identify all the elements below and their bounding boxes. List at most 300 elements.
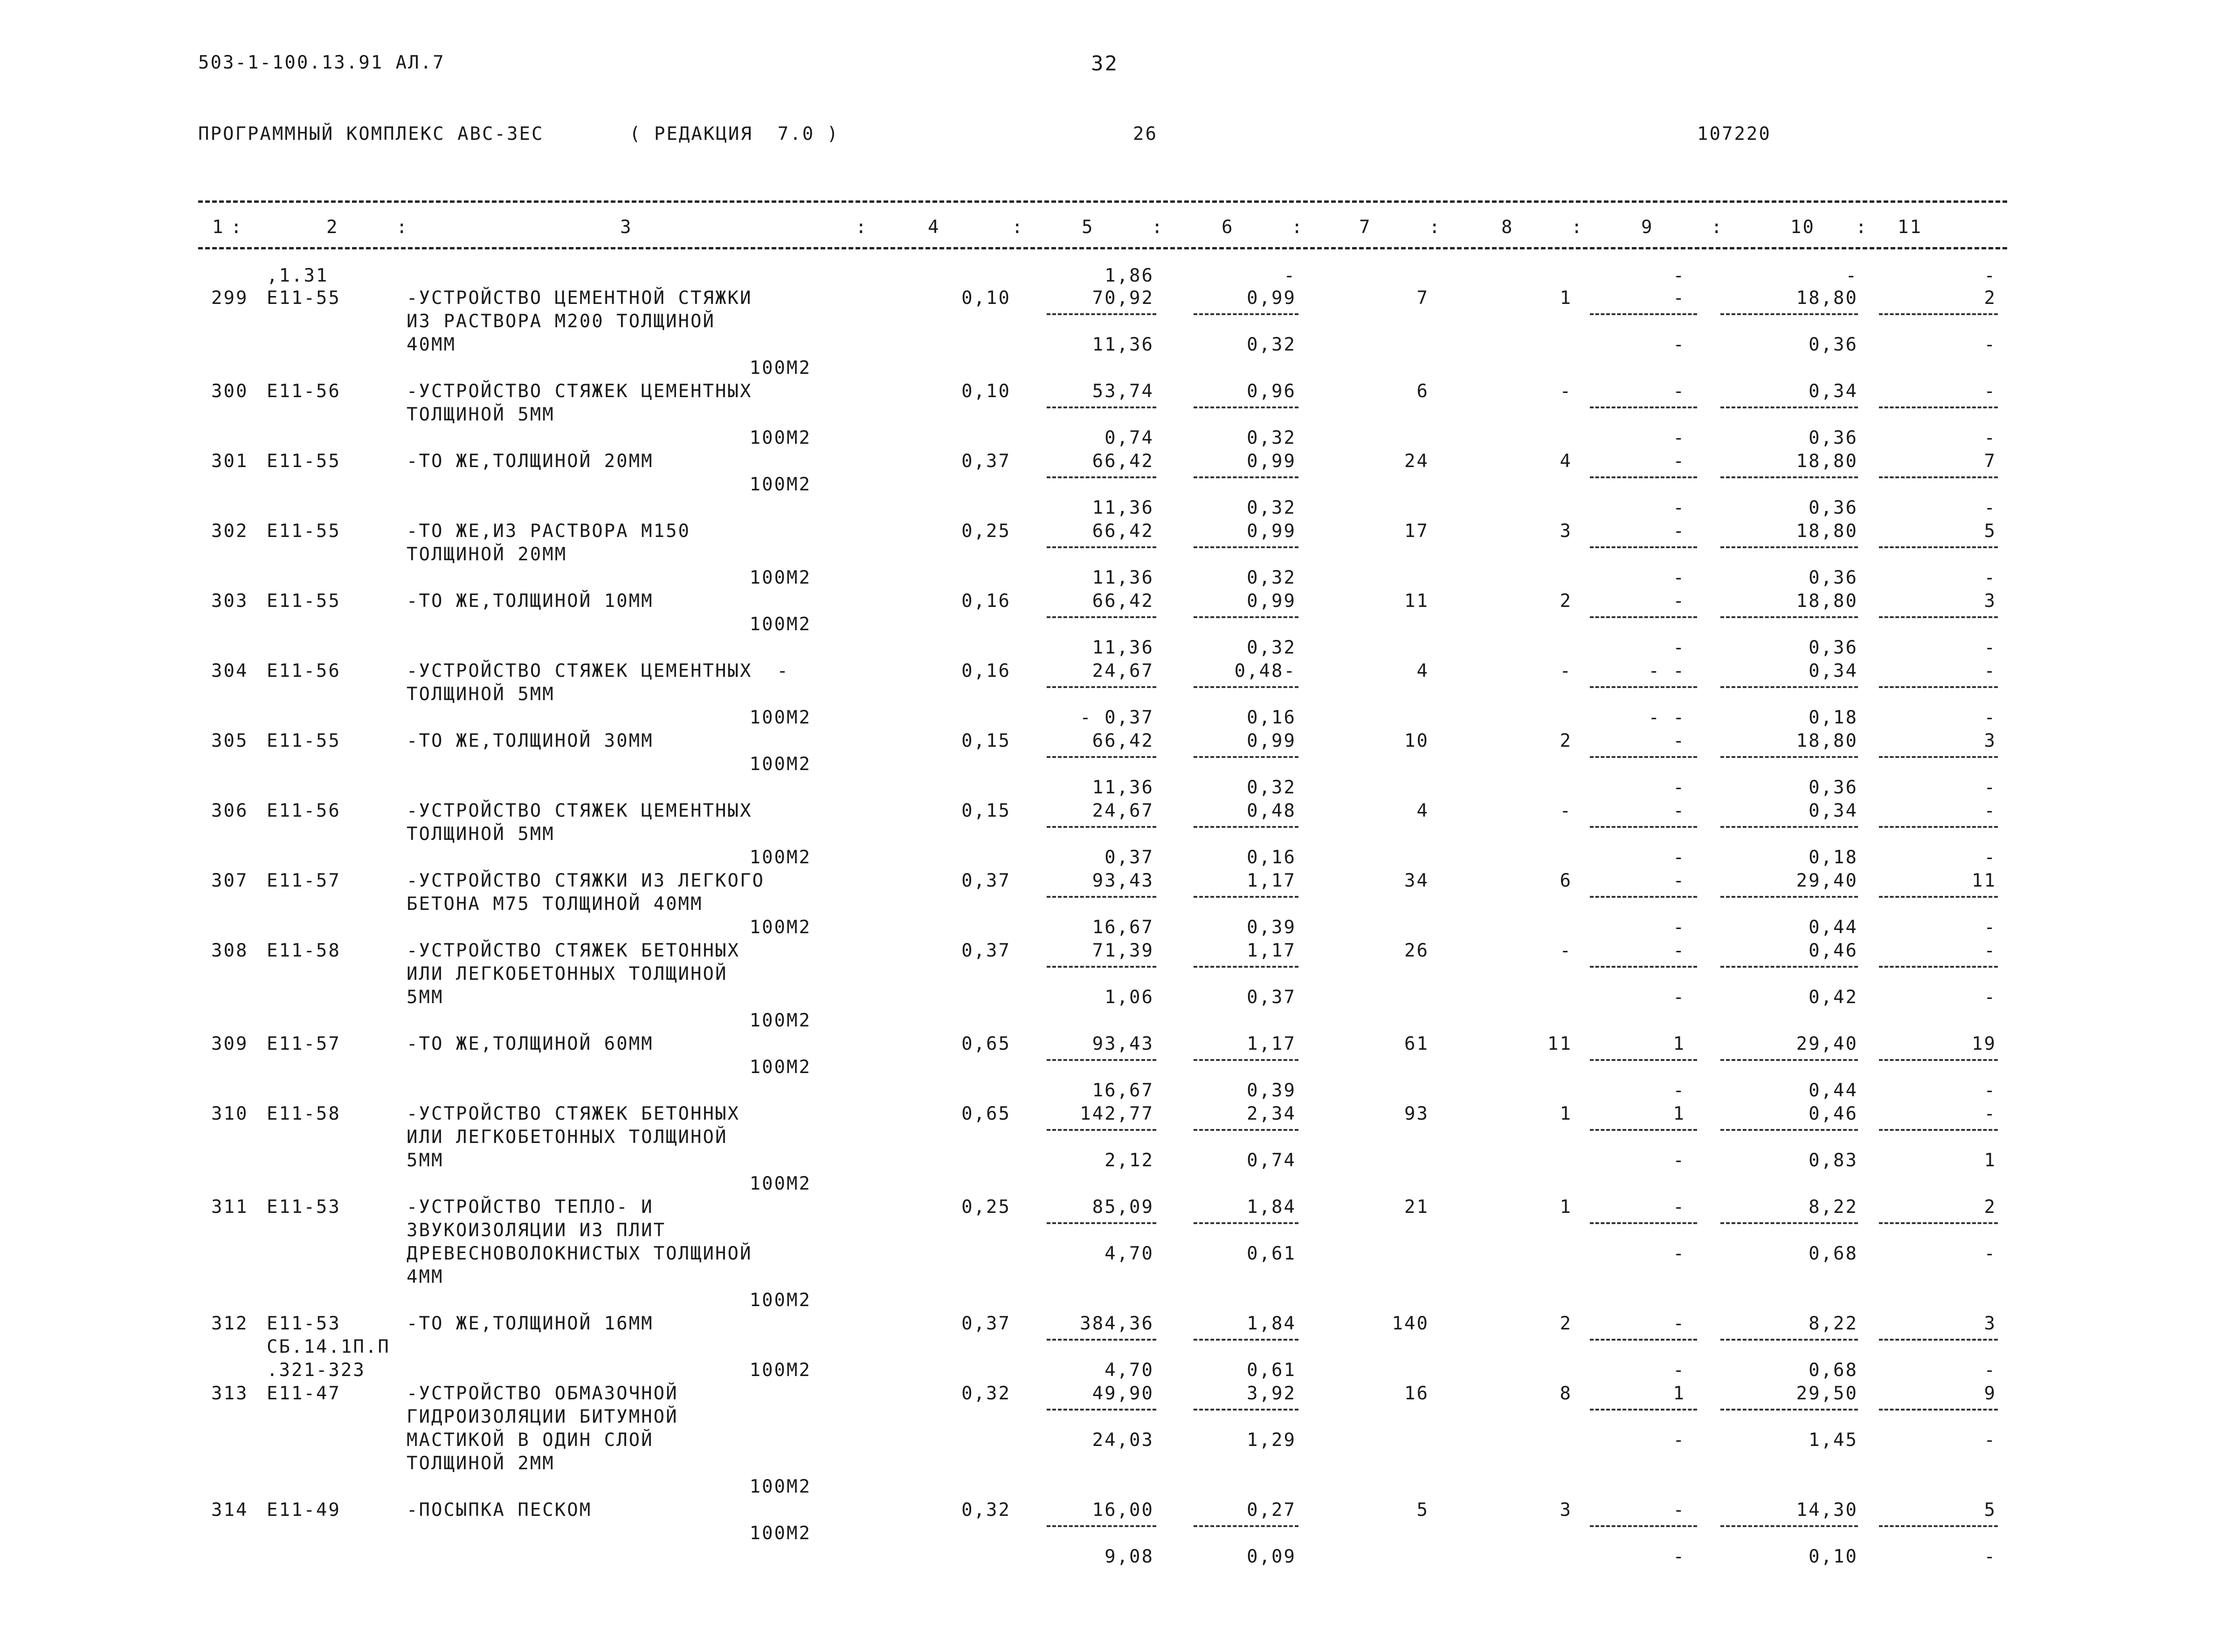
unit-of-measure: 100М2: [749, 1057, 811, 1078]
work-description: -ПОСЫПКА ПЕСКОМ: [407, 1500, 592, 1521]
unit-of-measure: 100М2: [749, 1010, 811, 1031]
sub-value-c9: -: [1673, 1243, 1685, 1264]
subtotal-rule: [1047, 1129, 1156, 1131]
sub-value-c10: 0,36: [1809, 427, 1858, 448]
value-c6: 1,17: [1247, 870, 1296, 891]
rate-code: Е11-55: [267, 591, 341, 612]
value-c9: -: [1673, 381, 1685, 402]
subtotal-rule: [1879, 826, 1998, 828]
work-description: БЕТОНА М75 ТОЛЩИНОЙ 40ММ: [407, 894, 703, 915]
column-divider: :: [1711, 217, 1724, 238]
subtotal-rule: [1879, 966, 1998, 968]
sub-value-c5: 0,74: [1105, 427, 1154, 448]
value-c10: 29,40: [1796, 1033, 1858, 1054]
value-c5: 66,42: [1092, 730, 1154, 751]
column-header-9: 9: [1641, 217, 1654, 238]
subtotal-rule: [1720, 406, 1858, 408]
doc-id: 107220: [1697, 124, 1771, 145]
value-c11: 3: [1984, 730, 1996, 751]
sub-value-c6: 0,16: [1247, 847, 1296, 868]
unit-of-measure: 100М2: [749, 358, 811, 379]
value-c11: -: [1984, 381, 1996, 402]
sub-value-c11: -: [1984, 987, 1996, 1008]
row-number: 301: [211, 451, 249, 472]
subtotal-rule: [1879, 896, 1998, 898]
value-c9: - -: [1648, 661, 1685, 681]
value-c5: 16,00: [1092, 1500, 1154, 1521]
sub-value-c5: 0,37: [1105, 847, 1154, 868]
rate-code: Е11-57: [267, 1033, 341, 1054]
value-c5: 53,74: [1092, 381, 1154, 402]
column-header-1: 1: [212, 217, 225, 238]
rate-code: Е11-56: [267, 381, 341, 402]
value-c4: 0,65: [961, 1033, 1011, 1054]
rate-code: Е11-55: [267, 730, 341, 751]
value-c9: -: [1673, 870, 1685, 891]
subtotal-rule: [1194, 1525, 1298, 1527]
sub-value-c5: 16,67: [1092, 917, 1154, 938]
carry-in-c6: -: [1284, 265, 1296, 286]
subtotal-rule: [1194, 756, 1298, 758]
sub-value-c5: 4,70: [1105, 1243, 1154, 1264]
value-c7: 93: [1404, 1103, 1429, 1124]
value-c6: 0,27: [1247, 1500, 1296, 1521]
sub-value-c6: 0,37: [1247, 987, 1296, 1008]
sub-value-c11: -: [1984, 567, 1996, 588]
value-c10: 18,80: [1796, 730, 1858, 751]
subtotal-rule: [1047, 406, 1156, 408]
rate-code: Е11-53: [267, 1197, 341, 1218]
subtotal-rule: [1194, 686, 1298, 688]
sub-value-c9: -: [1673, 497, 1685, 518]
value-c4: 0,37: [961, 451, 1011, 472]
rate-code: Е11-55: [267, 288, 341, 309]
subtotal-rule: [1047, 313, 1156, 315]
rate-code: Е11-57: [267, 870, 341, 891]
column-header-10: 10: [1790, 217, 1815, 238]
value-c4: 0,32: [961, 1500, 1011, 1521]
value-c10: 0,34: [1809, 800, 1858, 821]
subtotal-rule: [1047, 966, 1156, 968]
work-description: 40ММ: [407, 334, 456, 355]
row-number: 310: [211, 1103, 249, 1124]
value-c6: 1,84: [1247, 1197, 1296, 1218]
value-c10: 8,22: [1809, 1197, 1858, 1218]
sub-value-c11: -: [1984, 847, 1996, 868]
value-c7: 5: [1416, 1500, 1429, 1521]
value-c8: 3: [1560, 1500, 1572, 1521]
subtotal-rule: [1590, 1525, 1697, 1527]
work-description: 5ММ: [407, 987, 444, 1008]
row-number: 308: [211, 940, 249, 961]
column-divider: :: [1571, 217, 1584, 238]
table-header-rule: [198, 247, 2007, 249]
work-description: -УСТРОЙСТВО ЦЕМЕНТНОЙ СТЯЖКИ: [407, 288, 753, 309]
value-c8: 8: [1560, 1383, 1572, 1404]
value-c8: 11: [1547, 1033, 1572, 1054]
subtotal-rule: [1879, 686, 1998, 688]
value-c9: -: [1673, 1197, 1685, 1218]
value-c6: 3,92: [1247, 1383, 1296, 1404]
subtotal-rule: [1720, 1525, 1858, 1527]
row-number: 302: [211, 521, 249, 542]
rate-code: Е11-58: [267, 940, 341, 961]
sub-value-c9: -: [1673, 427, 1685, 448]
subtotal-rule: [1047, 896, 1156, 898]
work-description: 5ММ: [407, 1150, 444, 1171]
value-c8: -: [1560, 800, 1572, 821]
row-number: 312: [211, 1313, 249, 1334]
value-c11: 3: [1984, 591, 1996, 612]
value-c10: 14,30: [1796, 1500, 1858, 1521]
subtotal-rule: [1590, 896, 1697, 898]
row-number: 313: [211, 1383, 249, 1404]
subtotal-rule: [1194, 313, 1298, 315]
sub-value-c5: 9,08: [1105, 1546, 1154, 1567]
subtotal-rule: [1720, 686, 1858, 688]
sub-value-c9: -: [1673, 1360, 1685, 1381]
sub-value-c10: 0,18: [1809, 847, 1858, 868]
value-c8: 2: [1560, 730, 1572, 751]
value-c6: 2,34: [1247, 1103, 1296, 1124]
sub-value-c6: 0,39: [1247, 1080, 1296, 1101]
sub-value-c6: 0,61: [1247, 1243, 1296, 1264]
value-c5: 70,92: [1092, 288, 1154, 309]
value-c9: -: [1673, 1313, 1685, 1334]
value-c6: 0,99: [1247, 451, 1296, 472]
value-c8: 3: [1560, 521, 1572, 542]
sub-value-c11: -: [1984, 334, 1996, 355]
column-divider: :: [1856, 217, 1868, 238]
sub-value-c6: 0,61: [1247, 1360, 1296, 1381]
sub-value-c9: -: [1673, 1430, 1685, 1451]
value-c7: 4: [1416, 661, 1429, 681]
work-description: -ТО ЖЕ,ТОЛЩИНОЙ 60ММ: [407, 1033, 654, 1054]
subtotal-rule: [1590, 313, 1697, 315]
work-description: -УСТРОЙСТВО СТЯЖЕК ЦЕМЕНТНЫХ: [407, 800, 753, 821]
subtotal-rule: [1590, 406, 1697, 408]
value-c8: 1: [1560, 1197, 1572, 1218]
sub-value-c11: -: [1984, 917, 1996, 938]
row-number: 300: [211, 381, 249, 402]
work-description: -УСТРОЙСТВО СТЯЖЕК ЦЕМЕНТНЫХ -: [407, 661, 789, 681]
subtotal-rule: [1047, 1525, 1156, 1527]
sub-value-c10: 0,83: [1809, 1150, 1858, 1171]
sub-value-c10: 1,45: [1809, 1430, 1858, 1451]
value-c8: 4: [1560, 451, 1572, 472]
subtotal-rule: [1590, 1059, 1697, 1061]
unit-of-measure: 100М2: [749, 1476, 811, 1497]
sub-value-c9: - -: [1648, 707, 1685, 728]
value-c6: 0,48-: [1234, 661, 1296, 681]
row-number: 299: [211, 288, 249, 309]
sub-value-c11: -: [1984, 1243, 1996, 1264]
value-c5: 66,42: [1092, 451, 1154, 472]
subtotal-rule: [1194, 1222, 1298, 1224]
work-description: ТОЛЩИНОЙ 2ММ: [407, 1453, 555, 1474]
subtotal-rule: [1194, 1059, 1298, 1061]
column-header-8: 8: [1501, 217, 1514, 238]
work-description: ТОЛЩИНОЙ 5ММ: [407, 404, 555, 425]
value-c4: 0,16: [961, 661, 1011, 681]
sub-value-c6: 0,09: [1247, 1546, 1296, 1567]
work-description: ИЛИ ЛЕГКОБЕТОННЫХ ТОЛЩИНОЙ: [407, 1127, 728, 1148]
value-c11: 2: [1984, 288, 1996, 309]
sub-value-c5: 11,36: [1092, 334, 1154, 355]
sub-value-c5: 24,03: [1092, 1430, 1154, 1451]
value-c11: -: [1984, 661, 1996, 681]
unit-of-measure: 100М2: [749, 1523, 811, 1544]
value-c4: 0,16: [961, 591, 1011, 612]
value-c7: 21: [1404, 1197, 1429, 1218]
value-c5: 93,43: [1092, 1033, 1154, 1054]
work-description: ИЗ РАСТВОРА М200 ТОЛЩИНОЙ: [407, 311, 715, 332]
value-c6: 1,17: [1247, 940, 1296, 961]
unit-of-measure: 100М2: [749, 917, 811, 938]
value-c11: 9: [1984, 1383, 1996, 1404]
subtotal-rule: [1194, 616, 1298, 618]
value-c10: 18,80: [1796, 591, 1858, 612]
value-c5: 384,36: [1080, 1313, 1154, 1334]
carry-in-c9: -: [1673, 265, 1685, 286]
work-description: 4ММ: [407, 1267, 444, 1287]
value-c5: 24,67: [1092, 800, 1154, 821]
subtotal-rule: [1879, 756, 1998, 758]
sub-value-c11: -: [1984, 1430, 1996, 1451]
carry-in-c5: 1,86: [1105, 265, 1154, 286]
value-c8: -: [1560, 940, 1572, 961]
sub-value-c10: 0,68: [1809, 1243, 1858, 1264]
rate-code: Е11-53: [267, 1313, 341, 1334]
sub-value-c5: 4,70: [1105, 1360, 1154, 1381]
column-header-11: 11: [1898, 217, 1922, 238]
value-c6: 0,99: [1247, 591, 1296, 612]
work-description: -УСТРОЙСТВО ТЕПЛО- И: [407, 1197, 654, 1218]
sub-value-c5: 2,12: [1105, 1150, 1154, 1171]
value-c5: 93,43: [1092, 870, 1154, 891]
unit-of-measure: 100М2: [749, 427, 811, 448]
value-c10: 0,46: [1809, 1103, 1858, 1124]
value-c11: 11: [1972, 870, 1996, 891]
sub-value-c10: 0,18: [1809, 707, 1858, 728]
sub-value-c6: 0,39: [1247, 917, 1296, 938]
value-c9: -: [1673, 451, 1685, 472]
row-number: 314: [211, 1500, 249, 1521]
work-description: ЗВУКОИЗОЛЯЦИИ ИЗ ПЛИТ: [407, 1220, 666, 1241]
subtotal-rule: [1590, 966, 1697, 968]
subtotal-rule: [1194, 1129, 1298, 1131]
rate-code: Е11-56: [267, 661, 341, 681]
subtotal-rule: [1590, 616, 1697, 618]
subtotal-rule: [1047, 616, 1156, 618]
sub-value-c5: 1,06: [1105, 987, 1154, 1008]
work-description: ГИДРОИЗОЛЯЦИИ БИТУМНОЙ: [407, 1406, 678, 1427]
subtotal-rule: [1590, 1129, 1697, 1131]
value-c7: 7: [1416, 288, 1429, 309]
subtotal-rule: [1194, 896, 1298, 898]
sub-value-c5: 11,36: [1092, 637, 1154, 658]
subtotal-rule: [1194, 1409, 1298, 1411]
sub-value-c10: 0,36: [1809, 567, 1858, 588]
rate-code: Е11-58: [267, 1103, 341, 1124]
value-c8: -: [1560, 661, 1572, 681]
column-divider: :: [1291, 217, 1304, 238]
unit-of-measure: 100М2: [749, 754, 811, 775]
subtotal-rule: [1194, 406, 1298, 408]
value-c4: 0,37: [961, 1313, 1011, 1334]
rate-code-note: СБ.14.1П.П: [267, 1336, 390, 1357]
rate-code: Е11-56: [267, 800, 341, 821]
edition: ( РЕДАКЦИЯ 7.0 ): [629, 124, 840, 145]
column-header-6: 6: [1222, 217, 1234, 238]
work-description: ТОЛЩИНОЙ 5ММ: [407, 684, 555, 705]
column-divider: :: [856, 217, 868, 238]
value-c10: 0,34: [1809, 661, 1858, 681]
carry-in-c10: -: [1845, 265, 1858, 286]
value-c7: 16: [1404, 1383, 1429, 1404]
row-number: 305: [211, 730, 249, 751]
sub-value-c10: 0,36: [1809, 334, 1858, 355]
unit-of-measure: 100М2: [749, 567, 811, 588]
value-c9: 1: [1673, 1033, 1685, 1054]
unit-of-measure: 100М2: [749, 614, 811, 635]
sub-value-c11: -: [1984, 777, 1996, 798]
value-c8: 2: [1560, 591, 1572, 612]
column-header-7: 7: [1359, 217, 1372, 238]
subtotal-rule: [1879, 1339, 1998, 1341]
work-description: -УСТРОЙСТВО СТЯЖЕК БЕТОННЫХ: [407, 1103, 740, 1124]
subtotal-rule: [1047, 476, 1156, 478]
value-c4: 0,10: [961, 381, 1011, 402]
work-description: -ТО ЖЕ,ИЗ РАСТВОРА М150: [407, 521, 691, 542]
value-c6: 0,99: [1247, 730, 1296, 751]
value-c4: 0,37: [961, 870, 1011, 891]
value-c8: 6: [1560, 870, 1572, 891]
sub-value-c6: 0,32: [1247, 567, 1296, 588]
sub-value-c5: 11,36: [1092, 777, 1154, 798]
value-c4: 0,25: [961, 1197, 1011, 1218]
value-c4: 0,15: [961, 800, 1011, 821]
sub-value-c11: 1: [1984, 1150, 1996, 1171]
unit-of-measure: 100М2: [749, 707, 811, 728]
value-c11: 2: [1984, 1197, 1996, 1218]
sub-value-c5: 11,36: [1092, 567, 1154, 588]
value-c9: 1: [1673, 1383, 1685, 1404]
subtotal-rule: [1590, 1339, 1697, 1341]
value-c9: -: [1673, 940, 1685, 961]
value-c11: -: [1984, 1103, 1996, 1124]
sub-value-c10: 0,36: [1809, 777, 1858, 798]
subtotal-rule: [1720, 313, 1858, 315]
row-number: 311: [211, 1197, 249, 1218]
value-c7: 34: [1404, 870, 1429, 891]
subtotal-rule: [1590, 476, 1697, 478]
sub-value-c9: -: [1673, 1546, 1685, 1567]
work-description: -ТО ЖЕ,ТОЛЩИНОЙ 10ММ: [407, 591, 654, 612]
subtotal-rule: [1879, 1129, 1998, 1131]
sub-value-c9: -: [1673, 567, 1685, 588]
sub-value-c6: 0,32: [1247, 427, 1296, 448]
subtotal-rule: [1590, 1222, 1697, 1224]
subtotal-rule: [1720, 1059, 1858, 1061]
subtotal-rule: [1879, 1059, 1998, 1061]
value-c6: 0,96: [1247, 381, 1296, 402]
sub-value-c10: 0,44: [1809, 1080, 1858, 1101]
column-divider: :: [396, 217, 409, 238]
sub-value-c6: 0,32: [1247, 334, 1296, 355]
value-c5: 49,90: [1092, 1383, 1154, 1404]
value-c11: 19: [1972, 1033, 1996, 1054]
sub-value-c9: -: [1673, 1150, 1685, 1171]
subtotal-rule: [1720, 616, 1858, 618]
subtotal-rule: [1879, 313, 1998, 315]
subtotal-rule: [1879, 406, 1998, 408]
value-c8: 1: [1560, 288, 1572, 309]
rate-code: Е11-47: [267, 1383, 341, 1404]
work-description: МАСТИКОЙ В ОДИН СЛОЙ: [407, 1430, 654, 1451]
sub-value-c11: -: [1984, 707, 1996, 728]
subtotal-rule: [1590, 826, 1697, 828]
sub-value-c9: -: [1673, 987, 1685, 1008]
work-description: -ТО ЖЕ,ТОЛЩИНОЙ 30ММ: [407, 730, 654, 751]
subtotal-rule: [1194, 546, 1298, 548]
subtotal-rule: [1879, 616, 1998, 618]
subtotal-rule: [1194, 1339, 1298, 1341]
value-c11: -: [1984, 800, 1996, 821]
subtotal-rule: [1720, 896, 1858, 898]
value-c9: -: [1673, 521, 1685, 542]
sub-value-c5: - 0,37: [1080, 707, 1154, 728]
column-divider: :: [1012, 217, 1024, 238]
work-description: -ТО ЖЕ,ТОЛЩИНОЙ 20ММ: [407, 451, 654, 472]
work-description: -УСТРОЙСТВО СТЯЖЕК БЕТОННЫХ: [407, 940, 740, 961]
value-c5: 66,42: [1092, 591, 1154, 612]
sub-value-c11: -: [1984, 1546, 1996, 1567]
subtotal-rule: [1590, 686, 1697, 688]
value-c7: 140: [1392, 1313, 1429, 1334]
subtotal-rule: [1194, 826, 1298, 828]
subtotal-rule: [1879, 1222, 1998, 1224]
value-c6: 0,99: [1247, 521, 1296, 542]
subtotal-rule: [1720, 1339, 1858, 1341]
sub-value-c11: -: [1984, 637, 1996, 658]
subtotal-rule: [1720, 1222, 1858, 1224]
subtotal-rule: [1720, 476, 1858, 478]
sub-value-c5: 16,67: [1092, 1080, 1154, 1101]
value-c8: 1: [1560, 1103, 1572, 1124]
sub-value-c11: -: [1984, 1360, 1996, 1381]
sub-value-c9: -: [1673, 917, 1685, 938]
unit-of-measure: 100М2: [749, 474, 811, 495]
value-c10: 18,80: [1796, 521, 1858, 542]
value-c6: 1,84: [1247, 1313, 1296, 1334]
sub-value-c11: -: [1984, 497, 1996, 518]
work-description: -УСТРОЙСТВО СТЯЖЕК ЦЕМЕНТНЫХ: [407, 381, 753, 402]
value-c8: -: [1560, 381, 1572, 402]
value-c7: 4: [1416, 800, 1429, 821]
value-c10: 29,50: [1796, 1383, 1858, 1404]
rate-code: Е11-55: [267, 521, 341, 542]
subtotal-rule: [1720, 826, 1858, 828]
value-c11: 5: [1984, 521, 1996, 542]
work-description: -УСТРОЙСТВО СТЯЖКИ ИЗ ЛЕГКОГО: [407, 870, 765, 891]
subtotal-rule: [1047, 1222, 1156, 1224]
sub-value-c9: -: [1673, 1080, 1685, 1101]
subtotal-rule: [1720, 546, 1858, 548]
sub-value-c9: -: [1673, 334, 1685, 355]
column-header-5: 5: [1082, 217, 1094, 238]
column-divider: :: [1152, 217, 1164, 238]
